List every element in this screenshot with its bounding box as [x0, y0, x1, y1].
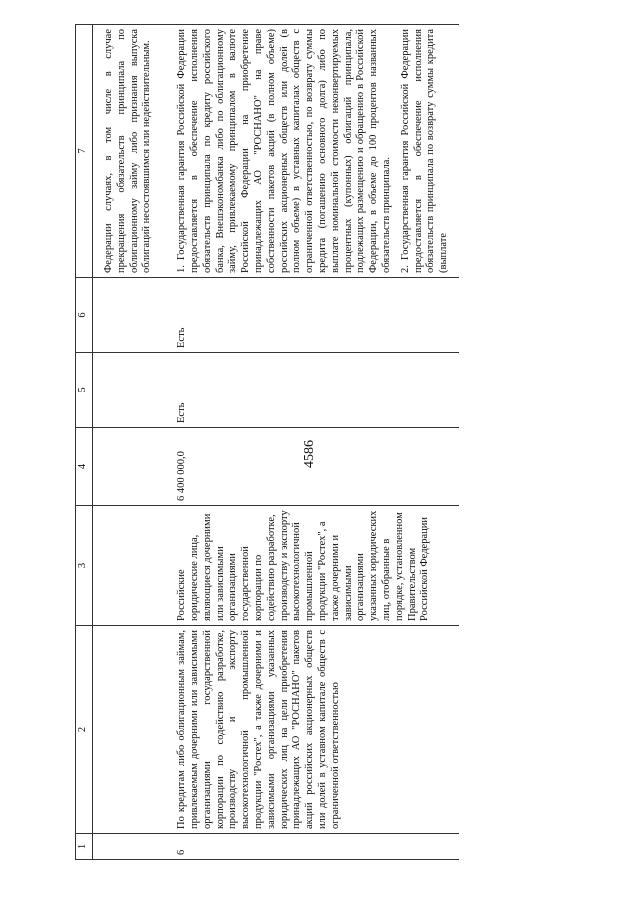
table-row [174, 25, 459, 860]
cell-empty [93, 428, 175, 506]
page-number: 4586 [302, 440, 317, 468]
cell-empty [93, 278, 175, 353]
column-number-4: 4 [76, 428, 93, 506]
continued-paragraph: Федерации случаях, в том числе в случае прекращения обязательств принципала по облигационному займу либо признания выпуска облигаций несостоявшимся или недействительным. [103, 29, 153, 273]
continued-row [93, 25, 175, 860]
column-number-5: 5 [76, 353, 93, 428]
principal-description: Российские юридические лица, являющиеся дочерними или зависимыми организациями государственной корпорации по содействию разработке, производству и экспорту высокотехнологичной промышленной продукции "Ростех", а также дочерними и зависимыми организациями указанных юридических лиц, отобранные в порядке, установленном Правительством Российской Федерации [174, 506, 459, 626]
cell-empty [93, 834, 175, 860]
guarantee-purpose: По кредитам либо облигационным займам, привлекаемым дочерними или зависимыми организациями государственной корпорации по содействию разработке, производству и экспорту высокотехнологичной промышленной продукции "Ростех", а также дочерними и зависимыми организациями указанных юридических лиц на цели приобретения принадлежащих АО "РОСНАНО" пакетов акций российских акционерных обществ или долей в уставном капитале обществ с ограниченной ответственностью [174, 626, 459, 834]
condition-paragraph-1: 1. Государственная гарантия Российской Федерации предоставляется в обеспечение исполнения обязательств принципала по кредиту российского банка, Внешэкономбанка либо по облигационному займу, привлекаемому принципалом в валюте Российской Федерации на приобретение принадлежащих АО "РОСНАНО" на праве собственности пакетов акций (в полном объеме) российских акционерных обществ или долей (в полном объеме) в уставных капиталах обществ с ограниченной ответственностью, по возврату суммы кредита (погашению основного долга) либо по выплате номинальной стоимости неконвертируемых процентных (купонных) облигаций принципала, подлежащих размещению и обращению в Российской Федерации, в объеме до 100 процентов названных обязательств принципала. [176, 29, 392, 273]
column-number-3: 3 [76, 506, 93, 626]
condition-paragraph-2: 2. Государственная гарантия Российской Федерации предоставляется в обеспечение исполнения обязательств принципала по возврату суммы кредита (выплате [399, 29, 450, 273]
table-header-row [76, 25, 93, 860]
rotated-table-page [75, 25, 595, 860]
regress-right: Есть [174, 353, 459, 428]
column-number-7: 7 [76, 25, 93, 278]
cell-empty [93, 353, 175, 428]
guarantee-conditions [174, 25, 459, 278]
continued-conditions-text [93, 25, 175, 278]
column-number-1: 1 [76, 834, 93, 860]
guarantees-table [75, 24, 459, 860]
cell-empty [93, 506, 175, 626]
column-number-2: 2 [76, 626, 93, 834]
guarantee-amount: 6 400 000,0 [174, 428, 459, 506]
cell-empty [93, 626, 175, 834]
row-number: 6 [174, 834, 459, 860]
risk-assessment: Есть [174, 278, 459, 353]
column-number-6: 6 [76, 278, 93, 353]
